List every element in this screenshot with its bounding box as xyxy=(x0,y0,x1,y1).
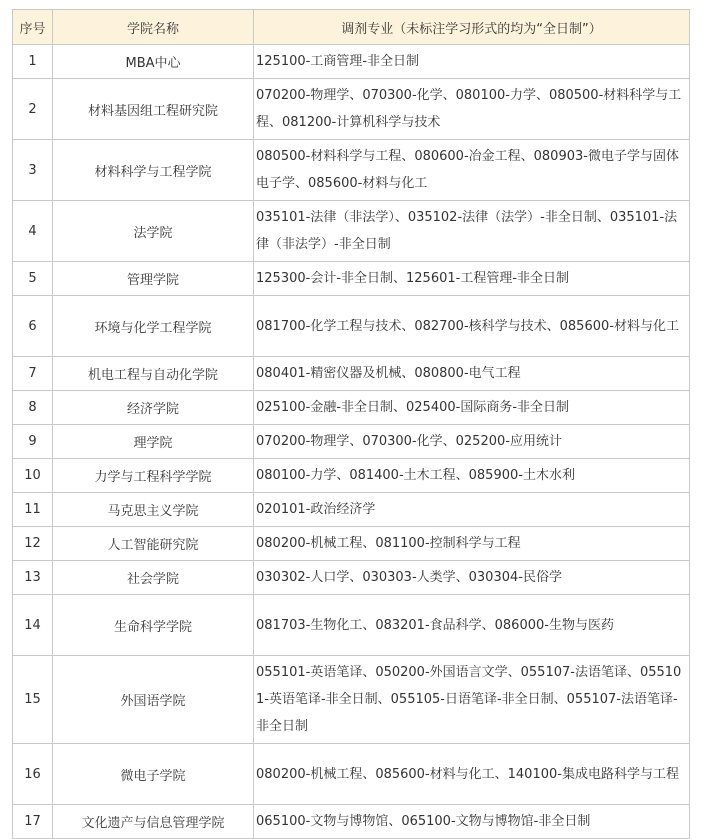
row-majors: 081703-生物化工、083201-食品科学、086000-生物与医药 xyxy=(254,595,690,656)
table-row xyxy=(13,79,690,140)
row-majors: 080200-机械工程、081100-控制科学与工程 xyxy=(254,527,690,561)
row-index: 5 xyxy=(13,262,53,296)
row-index: 11 xyxy=(13,493,53,527)
table-row xyxy=(13,744,690,805)
table-row xyxy=(13,357,690,391)
row-college: 环境与化学工程学院 xyxy=(53,296,254,357)
row-college: 法学院 xyxy=(53,201,254,262)
row-index: 8 xyxy=(13,391,53,425)
row-majors: 080100-力学、081400-土木工程、085900-土木水利 xyxy=(254,459,690,493)
row-index: 10 xyxy=(13,459,53,493)
row-index: 12 xyxy=(13,527,53,561)
header-index: 序号 xyxy=(13,10,53,45)
table-row xyxy=(13,656,690,744)
row-index: 3 xyxy=(13,140,53,201)
table-row xyxy=(13,805,690,839)
row-majors: 055101-英语笔译、050200-外国语言文学、055107-法语笔译、055101-英语笔译-非全日制、055105-日语笔译-非全日制、055107-法语笔译-非全日制 xyxy=(254,656,690,744)
row-college: 社会学院 xyxy=(53,561,254,595)
row-college: 马克思主义学院 xyxy=(53,493,254,527)
row-majors: 080500-材料科学与工程、080600-冶金工程、080903-微电子学与固体电子学、085600-材料与化工 xyxy=(254,140,690,201)
row-college: 文化遗产与信息管理学院 xyxy=(53,805,254,839)
row-index: 15 xyxy=(13,656,53,744)
row-college: 人工智能研究院 xyxy=(53,527,254,561)
row-majors: 065100-文物与博物馆、065100-文物与博物馆-非全日制 xyxy=(254,805,690,839)
row-college: 理学院 xyxy=(53,425,254,459)
row-majors: 081700-化学工程与技术、082700-核科学与技术、085600-材料与化工 xyxy=(254,296,690,357)
adjustment-table xyxy=(12,9,690,839)
row-index: 7 xyxy=(13,357,53,391)
row-majors: 080200-机械工程、085600-材料与化工、140100-集成电路科学与工程 xyxy=(254,744,690,805)
table-row xyxy=(13,201,690,262)
header-row xyxy=(13,10,690,45)
row-majors: 030302-人口学、030303-人类学、030304-民俗学 xyxy=(254,561,690,595)
row-majors: 070200-物理学、070300-化学、025200-应用统计 xyxy=(254,425,690,459)
table-row xyxy=(13,459,690,493)
row-index: 6 xyxy=(13,296,53,357)
row-majors: 080401-精密仪器及机械、080800-电气工程 xyxy=(254,357,690,391)
table-row xyxy=(13,296,690,357)
table-row xyxy=(13,262,690,296)
table-row xyxy=(13,425,690,459)
table-row xyxy=(13,595,690,656)
row-index: 2 xyxy=(13,79,53,140)
row-majors: 035101-法律（非法学）、035102-法律（法学）-非全日制、035101-法律（非法学）-非全日制 xyxy=(254,201,690,262)
row-college: 机电工程与自动化学院 xyxy=(53,357,254,391)
row-majors: 025100-金融-非全日制、025400-国际商务-非全日制 xyxy=(254,391,690,425)
row-college: 管理学院 xyxy=(53,262,254,296)
table-row xyxy=(13,493,690,527)
row-college: 生命科学学院 xyxy=(53,595,254,656)
row-majors: 125300-会计-非全日制、125601-工程管理-非全日制 xyxy=(254,262,690,296)
row-college: 微电子学院 xyxy=(53,744,254,805)
row-majors: 070200-物理学、070300-化学、080100-力学、080500-材料科学与工程、081200-计算机科学与技术 xyxy=(254,79,690,140)
row-college: MBA中心 xyxy=(53,45,254,79)
table-row xyxy=(13,391,690,425)
table-row xyxy=(13,527,690,561)
row-index: 16 xyxy=(13,744,53,805)
table-row xyxy=(13,45,690,79)
header-college: 学院名称 xyxy=(53,10,254,45)
row-index: 13 xyxy=(13,561,53,595)
row-college: 力学与工程科学学院 xyxy=(53,459,254,493)
row-index: 1 xyxy=(13,45,53,79)
row-index: 9 xyxy=(13,425,53,459)
table-row xyxy=(13,561,690,595)
row-index: 17 xyxy=(13,805,53,839)
header-majors: 调剂专业（未标注学习形式的均为“全日制”） xyxy=(254,10,690,45)
row-index: 14 xyxy=(13,595,53,656)
row-college: 外国语学院 xyxy=(53,656,254,744)
row-college: 材料基因组工程研究院 xyxy=(53,79,254,140)
row-index: 4 xyxy=(13,201,53,262)
row-majors: 020101-政治经济学 xyxy=(254,493,690,527)
row-majors: 125100-工商管理-非全日制 xyxy=(254,45,690,79)
table-row xyxy=(13,140,690,201)
row-college: 材料科学与工程学院 xyxy=(53,140,254,201)
row-college: 经济学院 xyxy=(53,391,254,425)
